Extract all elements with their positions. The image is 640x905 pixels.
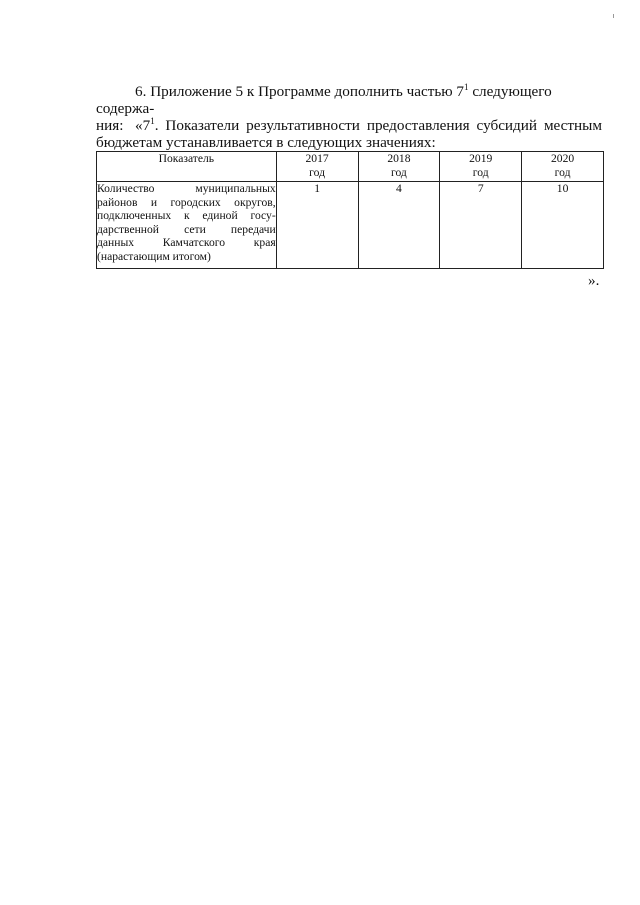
para1-line2: ния: <box>96 117 124 134</box>
label-line: Количество муниципальных <box>97 182 276 195</box>
page-corner-mark <box>613 14 614 18</box>
para1-text-before: 6. Приложение 5 к Программе дополнить частью 7 <box>135 83 465 100</box>
label-line: дарственной сети передачи <box>97 222 276 236</box>
table-row <box>97 182 604 269</box>
para2-open-quote: «7 <box>135 117 151 134</box>
label-line: данных Камчатского края <box>97 236 276 250</box>
para2-line2: бюджетам устанавливается в следующих значениях: <box>96 134 436 151</box>
para2-superscript: 1 <box>150 116 155 126</box>
row-indicator-label <box>97 182 277 269</box>
header-year-2017 <box>276 152 358 182</box>
header-year-unit: год <box>554 165 571 179</box>
value-2019: 7 <box>440 182 522 269</box>
para2-line1-rest: . Показатели результативности предоставления субсидий местным <box>154 117 602 134</box>
value-2018: 4 <box>358 182 440 269</box>
header-year-2019 <box>440 152 522 182</box>
closing-quote-mark: ». <box>588 272 600 289</box>
header-year-2020 <box>522 152 604 182</box>
label-line: районов и городских округов, <box>97 195 276 209</box>
label-line: (нарастающим итогом) <box>97 249 211 263</box>
header-year-2018 <box>358 152 440 182</box>
label-line: подключенных к единой госу- <box>97 209 276 223</box>
header-year-value: 2018 <box>387 152 411 165</box>
value-2020: 10 <box>522 182 604 269</box>
header-year-unit: год <box>390 165 407 179</box>
header-year-unit: год <box>309 165 325 179</box>
para2-line1 <box>96 117 602 134</box>
indicators-table <box>96 151 604 269</box>
header-year-value: 2019 <box>469 152 493 165</box>
table-header-row <box>97 152 604 182</box>
para1-text-after: следующего содержа- <box>96 83 552 117</box>
value-2017: 1 <box>276 182 358 269</box>
header-year-value: 2020 <box>550 152 575 165</box>
header-year-value: 2017 <box>305 152 329 165</box>
header-year-unit: год <box>472 165 489 179</box>
paragraph-part-7-1 <box>96 117 602 151</box>
header-indicator: Показатель <box>97 152 277 182</box>
para1-superscript: 1 <box>464 82 469 92</box>
